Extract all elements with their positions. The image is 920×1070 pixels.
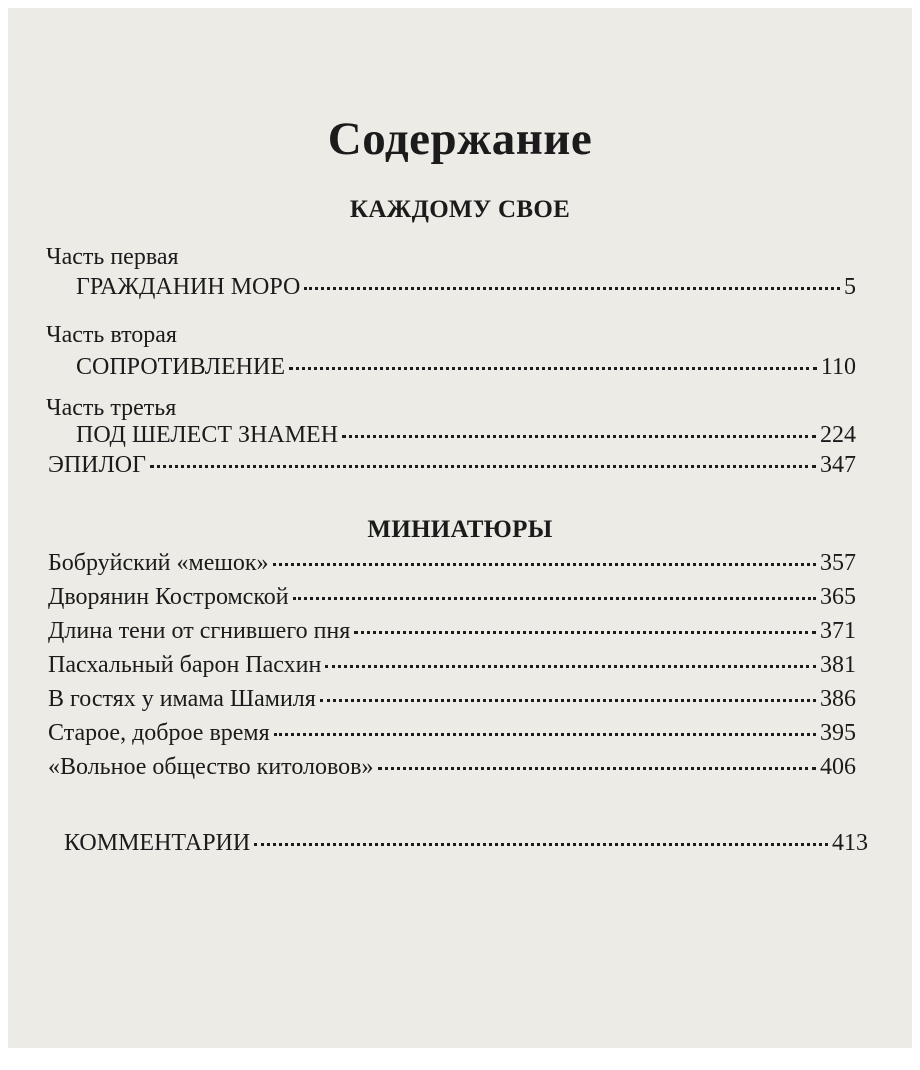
- toc-entry-title: Старое, доброе время: [48, 720, 270, 746]
- toc-entry-title: Бобруйский «мешок»: [48, 550, 269, 576]
- dot-leader: [378, 767, 817, 770]
- toc-entry-title: КОММЕНТАРИИ: [64, 830, 251, 856]
- toc-entry-epilogue: [48, 452, 856, 479]
- toc-entry-page: 371: [820, 618, 856, 644]
- toc-entry-title: Дворянин Костромской: [48, 584, 289, 610]
- page-title: Содержание: [327, 113, 593, 165]
- section-heading-miniatures: МИНИАТЮРЫ: [367, 516, 553, 543]
- dot-leader: [289, 367, 817, 370]
- toc-entry-part3: [76, 422, 856, 449]
- toc-entry-miniature: [48, 550, 856, 577]
- dot-leader: [274, 733, 816, 736]
- book-page: [8, 8, 912, 1048]
- toc-entry-title: ПОД ШЕЛЕСТ ЗНАМЕН: [76, 422, 339, 448]
- dot-leader: [304, 287, 840, 290]
- section-heading-kazhdomu: КАЖДОМУ СВОЕ: [349, 196, 571, 223]
- toc-entry-page: 413: [832, 830, 868, 856]
- toc-entry-page: 347: [820, 452, 856, 478]
- toc-entry-title: СОПРОТИВЛЕНИЕ: [76, 354, 285, 380]
- dot-leader: [325, 665, 816, 668]
- toc-entry-title: ГРАЖДАНИН МОРО: [76, 274, 301, 300]
- part-heading-2: Часть вторая: [46, 322, 177, 348]
- toc-entry-page: 110: [820, 354, 856, 380]
- toc-entry-page: 381: [820, 652, 856, 678]
- toc-entry-title: Длина тени от сгнившего пня: [48, 618, 351, 644]
- part-heading-1: Часть первая: [46, 244, 179, 270]
- dot-leader: [320, 699, 816, 702]
- toc-entry-miniature: [48, 652, 856, 679]
- dot-leader: [273, 563, 817, 566]
- toc-entry-miniature: [48, 686, 856, 713]
- toc-entry-page: 5: [844, 274, 856, 300]
- toc-entry-title: В гостях у имама Шамиля: [48, 686, 316, 712]
- toc-entry-miniature: [48, 584, 856, 611]
- toc-entry-page: 357: [820, 550, 856, 576]
- dot-leader: [354, 631, 816, 634]
- toc-entry-miniature: [48, 720, 856, 747]
- toc-entry-part2: [76, 354, 856, 381]
- toc-entry-title: ЭПИЛОГ: [48, 452, 146, 478]
- toc-entry-title: «Вольное общество китоловов»: [48, 754, 374, 780]
- dot-leader: [254, 843, 828, 846]
- toc-entry-part1: [76, 274, 856, 301]
- toc-entry-page: 406: [820, 754, 856, 780]
- part-heading-3: Часть третья: [46, 395, 177, 421]
- dot-leader: [342, 435, 816, 438]
- toc-entry-miniature: [48, 754, 856, 781]
- toc-entry-title: Пасхальный барон Пасхин: [48, 652, 322, 678]
- dot-leader: [150, 465, 816, 468]
- dot-leader: [293, 597, 816, 600]
- toc-entry-page: 365: [820, 584, 856, 610]
- toc-entry-page: 395: [820, 720, 856, 746]
- toc-entry-page: 224: [820, 422, 856, 448]
- toc-entry-commentary: [64, 830, 868, 857]
- toc-entry-miniature: [48, 618, 856, 645]
- toc-entry-page: 386: [820, 686, 856, 712]
